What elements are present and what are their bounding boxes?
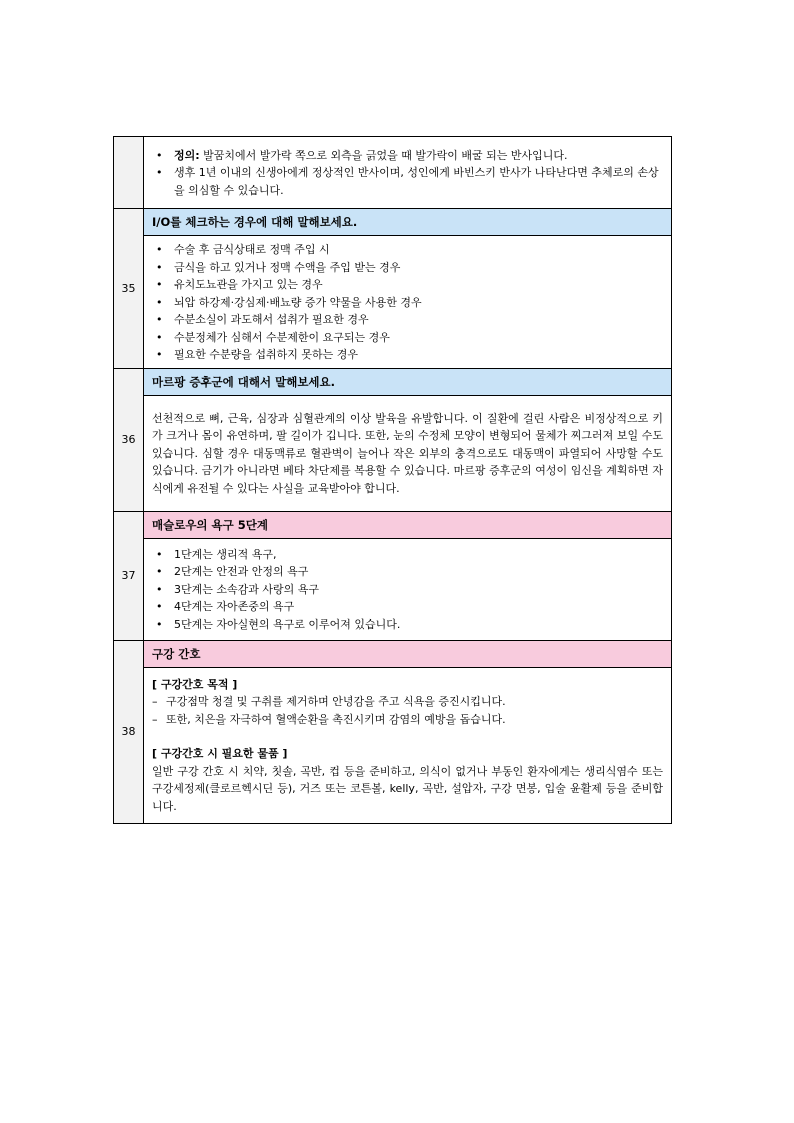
row-number: 37 <box>114 511 144 640</box>
question-cell: 마르팡 증후군에 대해서 말해보세요. <box>144 368 672 395</box>
list-item <box>152 711 663 729</box>
item-text: 생후 1년 이내의 신생아에게 정상적인 반사이며, 성인에게 바빈스키 반사가 나타난다면 추체로의 손상을 의심할 수 있습니다. <box>174 166 659 197</box>
list-item: • 수분정체가 심해서 수분제한이 요구되는 경우 <box>152 329 663 347</box>
table-row <box>114 137 672 209</box>
answer-cell <box>144 236 672 369</box>
list-item <box>152 164 663 199</box>
question-cell: I/O를 체크하는 경우에 대해 말해보세요. <box>144 209 672 236</box>
list-item: • 3단계는 소속감과 사랑의 욕구 <box>152 581 663 599</box>
row-number <box>114 137 144 209</box>
list-item: • 5단계는 자아실현의 욕구로 이루어져 있습니다. <box>152 616 663 634</box>
item-text: 구강점막 청결 및 구취를 제거하며 안녕감을 주고 식욕을 증진시킵니다. <box>166 695 506 709</box>
table-row <box>114 209 672 236</box>
question-cell: 구강 간호 <box>144 640 672 667</box>
bullet-list <box>152 241 663 364</box>
list-item: • 뇌압 하강제·강심제·배뇨량 증가 약물을 사용한 경우 <box>152 294 663 312</box>
list-item: • 수술 후 금식상태로 정맥 주입 시 <box>152 241 663 259</box>
table-row <box>114 640 672 667</box>
list-item: • 금식을 하고 있거나 정맥 수액을 주입 받는 경우 <box>152 259 663 277</box>
list-item: • 유치도뇨관을 가지고 있는 경우 <box>152 276 663 294</box>
list-item: • 필요한 수분량을 섭취하지 못하는 경우 <box>152 346 663 364</box>
answer-cell <box>144 538 672 640</box>
spacer <box>152 728 663 745</box>
row-number: 36 <box>114 368 144 511</box>
section-paragraph: 일반 구강 간호 시 치약, 칫솔, 곡반, 컵 등을 준비하고, 의식이 없거나 부동인 환자에게는 생리식염수 또는 구강세정제(클로르헥시딘 등), 거즈 또는 코튼볼, kelly, 곡반, 설압자, 구강 면봉, 입술 윤활제 등을 준비합니다. <box>152 764 663 813</box>
list-item: • 4단계는 자아존중의 욕구 <box>152 598 663 616</box>
answer-cell <box>144 667 672 823</box>
table-row <box>114 236 672 369</box>
item-text: 또한, 치은을 자극하여 혈액순환을 촉진시키며 감염의 예방을 돕습니다. <box>166 712 506 726</box>
table-row <box>114 368 672 395</box>
section-title: [ 구강간호 목적 ] <box>152 677 238 691</box>
list-item: • 1단계는 생리적 욕구, <box>152 546 663 564</box>
row-number: 35 <box>114 209 144 369</box>
list-item <box>152 693 663 711</box>
answer-paragraph: 선천적으로 뼈, 근육, 심장과 심혈관계의 이상 발육을 유발합니다. 이 질환에 걸린 사람은 비정상적으로 키가 크거나 몸이 유연하며, 팔 길이가 깁니다. 또한, 눈의 수정체 모양이 변형되어 물체가 찌그러져 보일 수도 있습니다. 심할 경우 대동맥류로 혈관벽이 늘어나 작은 외부의 충격으로도 대동맥이 파열되어 사망할 수도 있습니다. 금기가 아니라면 베타 차단제를 복용할 수 있습니다. 마르팡 증후군의 여성이 임신을 계획하면 자식에게 유전될 수 있다는 사실을 교육받아야 합니다. <box>144 395 672 511</box>
list-item <box>152 147 663 165</box>
answer-cell <box>144 137 672 209</box>
qa-table <box>113 136 672 824</box>
table-row <box>114 511 672 538</box>
list-item: • 수분소실이 과도해서 섭취가 필요한 경우 <box>152 311 663 329</box>
bullet-list <box>152 147 663 200</box>
bullet-list <box>152 546 663 634</box>
table-row <box>114 395 672 511</box>
row-number: 38 <box>114 640 144 823</box>
list-item: • 2단계는 안전과 안정의 욕구 <box>152 563 663 581</box>
dash-marker: – <box>152 712 158 726</box>
table-row <box>114 667 672 823</box>
section-title: [ 구강간호 시 필요한 물품 ] <box>152 747 288 761</box>
table-row <box>114 538 672 640</box>
dash-marker: – <box>152 695 158 709</box>
item-text: 발꿈치에서 발가락 쪽으로 외측을 긁었을 때 발가락이 배굴 되는 반사입니다. <box>199 148 568 162</box>
question-cell: 매슬로우의 욕구 5단계 <box>144 511 672 538</box>
item-label: 정의: <box>174 148 200 162</box>
